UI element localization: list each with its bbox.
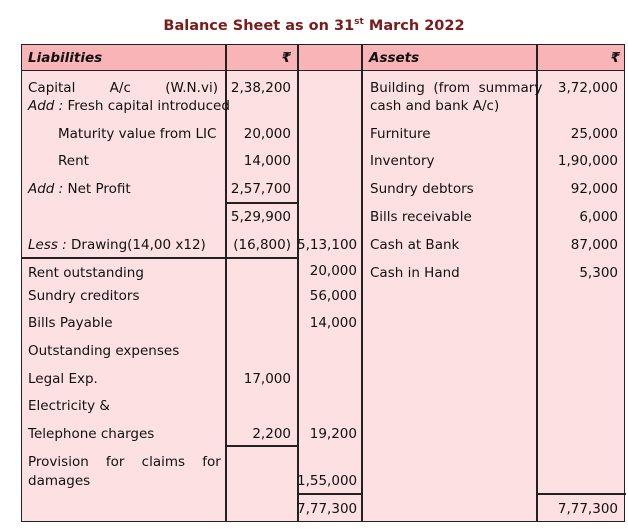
electricity-label: Electricity & — [28, 398, 110, 414]
bills-receivable-amount: 6,000 — [579, 209, 618, 225]
furniture-label: Furniture — [370, 126, 431, 142]
drawing-label: Drawing(14,00 x12) — [66, 237, 206, 253]
building-label-2: cash and bank A/c) — [370, 98, 500, 114]
cash-in-hand-label: Cash in Hand — [370, 265, 460, 281]
net-profit-label: Net Profit — [63, 181, 131, 197]
net-profit-amount: 2,57,700 — [230, 181, 291, 197]
add-label: Add : — [28, 181, 64, 197]
add-label: Add : — [28, 98, 64, 114]
telephone-amount: 2,200 — [252, 426, 291, 442]
cash-in-hand-amount: 5,300 — [579, 265, 618, 281]
liabilities-header: Liabilities — [28, 50, 103, 66]
building-amount: 3,72,000 — [557, 80, 618, 96]
assets-total: 7,77,300 — [557, 501, 618, 517]
balance-sheet-table — [21, 44, 625, 522]
outstanding-expenses-label: Outstanding expenses — [28, 343, 180, 359]
rent-outstanding-amount: 20,000 — [309, 263, 357, 279]
page-title: Balance Sheet as on 31st March 2022 — [163, 17, 465, 34]
bills-payable-label: Bills Payable — [28, 315, 113, 331]
creditors-amount: 56,000 — [309, 288, 357, 304]
debtors-label: Sundry debtors — [370, 181, 474, 197]
liabilities-total: 7,77,300 — [297, 501, 358, 517]
provision-label-2: damages — [28, 473, 91, 489]
rent-amount: 14,000 — [243, 153, 291, 169]
lic-amount: 20,000 — [243, 126, 291, 142]
furniture-amount: 25,000 — [570, 126, 618, 142]
capital-label: Capital A/c (W.N.vi) — [28, 80, 218, 96]
assets-header: Assets — [369, 50, 420, 66]
outstanding-expenses-total: 19,200 — [309, 426, 357, 442]
legal-amount: 17,000 — [243, 371, 291, 387]
debtors-amount: 92,000 — [570, 181, 618, 197]
inventory-label: Inventory — [370, 153, 435, 169]
sundry-creditors-label: Sundry creditors — [28, 288, 140, 304]
cash-at-bank-amount: 87,000 — [570, 237, 618, 253]
legal-exp-label: Legal Exp. — [28, 371, 98, 387]
provision-amount: 1,55,000 — [297, 473, 358, 489]
rent-label: Rent — [58, 153, 89, 169]
subtotal-amount: 5,29,900 — [230, 209, 291, 225]
table-header — [22, 45, 624, 71]
currency-icon: ₹ — [610, 50, 620, 66]
building-label: Building (from summary — [370, 80, 543, 96]
provision-label: Provision for claims for — [28, 454, 221, 470]
inventory-amount: 1,90,000 — [557, 153, 618, 169]
bills-receivable-label: Bills receivable — [370, 209, 472, 225]
capital-amount: 2,38,200 — [230, 80, 291, 96]
lic-label: Maturity value from LIC — [58, 126, 217, 142]
currency-icon: ₹ — [281, 50, 291, 66]
cash-at-bank-label: Cash at Bank — [370, 237, 460, 253]
bills-payable-amount: 14,000 — [309, 315, 357, 331]
rent-outstanding-label: Rent outstanding — [28, 265, 144, 281]
fresh-capital-label: Fresh capital introduced — [63, 98, 230, 114]
less-label: Less : — [28, 237, 67, 253]
drawing-amount: (16,800) — [233, 237, 291, 253]
capital-total: 5,13,100 — [297, 237, 358, 253]
telephone-label: Telephone charges — [28, 426, 155, 442]
